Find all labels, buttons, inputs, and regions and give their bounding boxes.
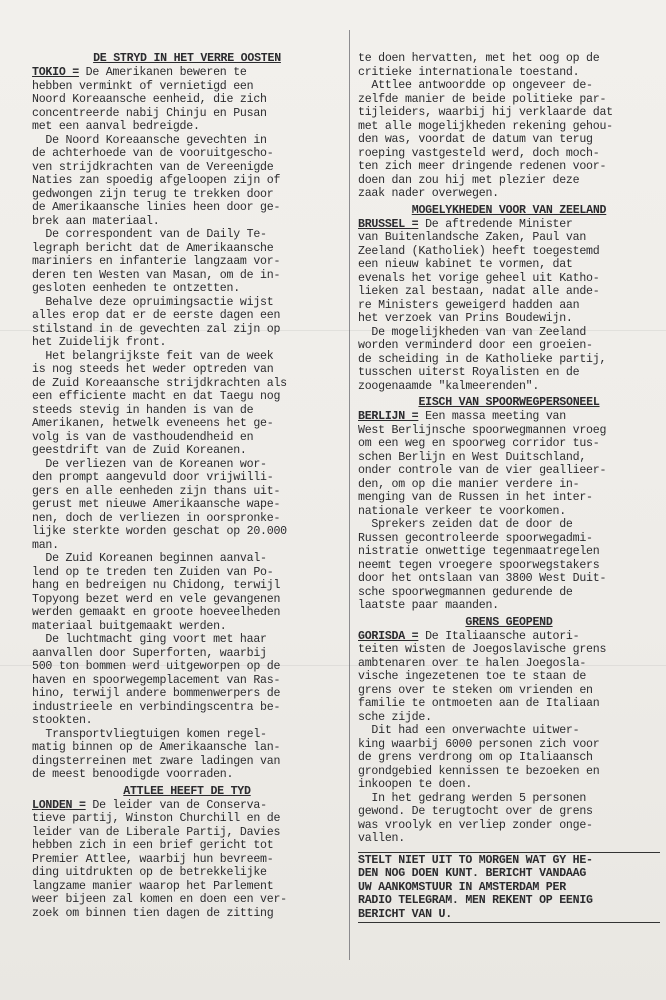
line-text: De Amerikanen beweren te (78, 66, 247, 79)
line-text: legraph bericht dat de Amerikaansche (32, 241, 274, 255)
text-line (358, 505, 660, 519)
line-text: Het belangrijkste feit van de week (32, 349, 274, 363)
text-line (358, 778, 660, 792)
text-line (32, 107, 342, 121)
line-text: De Zuid Koreanen beginnen aanval- (32, 552, 267, 565)
text-line (32, 728, 342, 742)
line-text: De Italiaansche autori- (418, 629, 580, 643)
text-line (358, 147, 660, 161)
text-line (358, 792, 660, 806)
text-line (358, 451, 660, 465)
line-text: worden verminderd door een groeien- (358, 339, 593, 352)
text-line (32, 812, 342, 826)
text-line (358, 424, 660, 438)
text-line (32, 66, 342, 80)
text-line (32, 215, 342, 229)
text-line (358, 380, 660, 394)
text-line (32, 350, 342, 364)
text-line (32, 269, 342, 283)
text-line (32, 147, 342, 161)
dateline: LONDEN = (32, 798, 86, 812)
text-line (32, 893, 342, 907)
text-line (32, 826, 342, 840)
line-text: gerust met nieuwe Amerikaansche wape- (32, 498, 281, 511)
text-line (32, 552, 342, 566)
line-text: inkoopen te doen. (358, 778, 473, 791)
line-text: steeds stevig in handen is van de (32, 403, 254, 417)
text-line (32, 647, 342, 661)
line-text: leider van de Liberale Partij, Davies (32, 825, 281, 839)
line-text: langzame manier waarop het Parlement (32, 879, 274, 893)
text-line (358, 285, 660, 299)
text-line (32, 188, 342, 202)
text-line (32, 907, 342, 921)
section-heading: ATTLEE HEEFT DE TYD (123, 784, 251, 798)
notice-line: DEN NOG DOEN KUNT. BERICHT VANDAAG (358, 867, 587, 880)
section-heading: MOGELYKHEDEN VOOR VAN ZEELAND (411, 203, 607, 217)
line-text: is nog steeds het weder optreden van (32, 363, 274, 376)
text-line (358, 231, 660, 245)
text-line (32, 134, 342, 148)
text-line (32, 404, 342, 418)
column-divider (349, 30, 350, 960)
text-line (32, 755, 342, 769)
text-line (358, 339, 660, 353)
text-line (358, 738, 660, 752)
notice-line: BERICHT VAN U. (358, 907, 452, 921)
text-line (32, 741, 342, 755)
line-text: De aftredende Minister (418, 217, 573, 231)
line-text: met alle mogelijkheden rekening gehou- (358, 119, 613, 133)
line-text: door het ontslaan van 3800 West Duit- (358, 572, 607, 585)
text-line (32, 606, 342, 620)
line-text: vallen. (358, 832, 405, 845)
line-text: De Noord Koreaansche gevechten in (32, 133, 267, 147)
line-text: nen, doch de verliezen in oorspronke- (32, 511, 281, 525)
text-line (32, 660, 342, 674)
text-line (358, 545, 660, 559)
text-line (358, 670, 660, 684)
text-line (358, 765, 660, 779)
line-text: 500 ton bommen werd uitgeworpen op de (32, 660, 281, 673)
text-line (358, 711, 660, 725)
dateline: BERLIJN = (358, 410, 419, 423)
dateline: BRUSSEL = (358, 217, 419, 231)
line-text: het verzoek van Prins Boudewijn. (358, 312, 573, 325)
line-text: de achterhoede van de vooruitgescho- (32, 147, 274, 160)
text-line (358, 160, 660, 174)
line-text: hang en bedreigen nu Chidong, terwijl (32, 579, 281, 592)
line-text: man. (32, 538, 59, 552)
text-line (358, 326, 660, 340)
line-text: deren ten Westen van Masan, om de in- (32, 268, 281, 282)
line-text: hebben verminkt of vernietigd een (32, 79, 254, 93)
text-line (358, 805, 660, 819)
text-line (358, 353, 660, 367)
text-line (358, 120, 660, 134)
text-line (32, 431, 342, 445)
line-text: tusschen uiterst Royalisten en de (358, 366, 580, 379)
line-text: hebben zich in een brief gericht tot (32, 839, 274, 852)
line-text: ding uitdrukten op de betrekkelijke (32, 866, 267, 879)
text-line (32, 674, 342, 688)
line-text: laatste paar maanden. (358, 599, 499, 612)
text-line (32, 282, 342, 296)
text-line (358, 643, 660, 657)
text-line (358, 187, 660, 201)
text-line (32, 880, 342, 894)
text-line (32, 458, 342, 472)
line-text: lijke sterkte worden geschat op 20.000 (32, 525, 287, 538)
line-text: zoogenaamde "kalmeerenden". (358, 379, 540, 393)
line-text: de Zuid Koreaansche strijdkrachten als (32, 376, 287, 390)
notice-line: RADIO TELEGRAM. MEN REKENT OP EENIG (358, 894, 593, 907)
line-text: gesloten eenheden te ontzetten. (32, 282, 240, 295)
line-text: zelfde manier de beide politieke par- (358, 92, 607, 106)
line-text: een efficiente macht en dat Taegu nog (32, 390, 281, 403)
text-line (358, 478, 660, 492)
text-line (32, 539, 342, 553)
text-line (32, 866, 342, 880)
text-line (358, 819, 660, 833)
line-text: brek aan materiaal. (32, 214, 160, 228)
text-line (358, 366, 660, 380)
text-line (32, 579, 342, 593)
text-line (32, 228, 342, 242)
text-line (358, 272, 660, 286)
text-line (32, 593, 342, 607)
text-line (358, 437, 660, 451)
text-line (358, 657, 660, 671)
notice-line: UW AANKOMSTUUR IN AMSTERDAM PER (358, 880, 566, 894)
text-line (32, 201, 342, 215)
line-text: van Buitenlandsche Zaken, Paul van (358, 231, 587, 244)
text-line (32, 336, 342, 350)
line-text: tieve partij, Winston Churchill en de (32, 812, 281, 825)
text-line (358, 106, 660, 120)
notice-box (358, 852, 660, 924)
line-text: den prompt aangevuld door vrijwilli- (32, 471, 274, 484)
text-line (32, 390, 342, 404)
text-line (32, 633, 342, 647)
line-text: grondgebied kennissen te bezoeken en (358, 764, 600, 778)
line-text: Dit had een onverwachte uitwer- (358, 724, 580, 737)
text-line (32, 444, 342, 458)
text-line (358, 586, 660, 600)
text-line (358, 724, 660, 738)
line-text: een nieuw kabinet te vormen, dat (358, 258, 573, 271)
line-text: den was, voordat de datum van terug (358, 133, 593, 146)
line-text: sche spoorwegmannen gedurende de (358, 585, 573, 599)
text-line (32, 525, 342, 539)
line-text: industrieele en verbindingscentra be- (32, 700, 281, 714)
text-line (358, 218, 660, 232)
line-text: mariniers en infanterie langzaam vor- (32, 255, 281, 268)
line-text: om een weg en spoorweg corridor tus- (358, 437, 600, 450)
section-heading: EISCH VAN SPOORWEGPERSONEEL (418, 396, 600, 409)
text-line (358, 312, 660, 326)
line-text: grens over te steken om vrienden en (358, 683, 593, 697)
line-text: vische ingezetenen toe te staan de (358, 670, 587, 683)
line-text: concentreerde nabij Chinju en Pusan (32, 106, 267, 120)
line-text: gedwongen zijn terug te trekken door (32, 187, 274, 201)
line-text: In het gedrang werden 5 personen (358, 791, 587, 805)
line-text: familie te ontmoeten aan de Italiaan (358, 697, 600, 710)
line-text: king waarbij 6000 personen zich voor (358, 737, 600, 751)
text-line (358, 245, 660, 259)
text-line (358, 630, 660, 644)
line-text: alles erop dat er de eerste dagen een (32, 309, 281, 322)
text-line (32, 120, 342, 134)
text-line (32, 471, 342, 485)
right-column-text (358, 52, 660, 846)
text-line (32, 620, 342, 634)
text-line (358, 599, 660, 613)
line-text: de scheiding in de Katholieke partij, (358, 352, 607, 366)
dateline: GORISDA = (358, 629, 419, 643)
line-text: matig binnen op de Amerikaansche lan- (32, 741, 281, 754)
line-text: Zeeland (Katholiek) heeft toegestemd (358, 244, 600, 258)
section-heading: DE STRYD IN HET VERRE OOSTEN (93, 52, 281, 65)
line-text: te doen hervatten, met het oog op de (358, 52, 600, 65)
line-text: werden gemaakt en groote hoeveelheden (32, 606, 281, 619)
line-text: dingsterreinen met zware ladingen van (32, 754, 281, 768)
line-text: stookten. (32, 714, 93, 727)
line-text: schen Berlijn en West Duitschland, (358, 450, 587, 464)
line-text: Russen gecontroleerde spoorwegadmi- (358, 531, 593, 545)
text-line (358, 697, 660, 711)
line-text: sche zijde. (358, 710, 432, 724)
text-line (32, 93, 342, 107)
line-text: haven en spoorwegemplacement van Ras- (32, 673, 281, 687)
line-text: menging van de Russen in het inter- (358, 491, 593, 504)
text-line (32, 701, 342, 715)
text-line (32, 174, 342, 188)
text-line (32, 242, 342, 256)
line-text: weer bijeen zal komen en doen een ver- (32, 893, 287, 906)
line-text: ambtenaren over te halen Joegosla- (358, 656, 587, 670)
text-line (32, 485, 342, 499)
line-text: Een massa meeting van (418, 410, 566, 423)
text-line (358, 52, 660, 66)
line-text: Amerikanen, hetwelk eveneens het ge- (32, 417, 274, 430)
line-text: critieke internationale toestand. (358, 65, 580, 79)
line-text: zoek om binnen tien dagen de zitting (32, 906, 274, 920)
line-text: lend op te treden ten Zuiden van Po- (32, 565, 274, 579)
line-text: evenals het vorige geheel uit Katho- (358, 271, 600, 285)
text-line (358, 258, 660, 272)
line-text: West Berlijnsche spoorwegmannen vroeg (358, 423, 607, 437)
text-line (32, 323, 342, 337)
line-text: Transportvliegtuigen komen regel- (32, 727, 267, 741)
text-line (32, 161, 342, 175)
text-line (358, 464, 660, 478)
line-text: geestdrift van de Zuid Koreanen. (32, 444, 247, 457)
line-text: Sprekers zeiden dat de door de (358, 518, 573, 531)
line-text: den, om op die manier verdere in- (358, 477, 580, 491)
text-line (358, 299, 660, 313)
line-text: Attlee antwoordde op ongeveer de- (358, 79, 593, 92)
line-text: ven strijdkrachten van de Vereenigde (32, 160, 274, 174)
line-text: gewond. De terugtocht over de grens (358, 805, 593, 818)
line-text: Behalve deze opruimingsactie wijst (32, 295, 274, 309)
line-text: aanvallen door Superforten, waarbij (32, 646, 267, 660)
line-text: De mogelijkheden van van Zeeland (358, 325, 587, 339)
text-line (32, 377, 342, 391)
text-line (32, 687, 342, 701)
line-text: Naties zan spoedig afgeloopen zijn of (32, 174, 281, 187)
text-line (32, 512, 342, 526)
line-text: was vroolyk en verliep zonder onge- (358, 818, 593, 832)
text-line (358, 410, 660, 424)
line-text: het Zuidelijk front. (32, 336, 167, 349)
line-text: met een aanval bedreigde. (32, 120, 200, 133)
text-line (32, 839, 342, 853)
text-line (358, 133, 660, 147)
line-text: de grens verdrong om op Italiaansch (358, 751, 593, 764)
text-line (358, 79, 660, 93)
line-text: roeping vastgesteld werd, doch moch- (358, 146, 600, 160)
line-text: onder controle van de vier geallieer- (358, 464, 607, 477)
text-line (358, 93, 660, 107)
line-text: neemt tegen vroegere spoorwegstakers (358, 558, 600, 572)
text-line (358, 832, 660, 846)
line-text: volg is van de vasthoudendheid en (32, 430, 254, 444)
text-line (358, 491, 660, 505)
right-column (358, 52, 660, 923)
line-text: Topyong bezet werd en vele gevangenen (32, 592, 281, 606)
line-text: gers en alle eenheden zijn thans uit- (32, 484, 281, 498)
text-line (358, 518, 660, 532)
line-text: stilstand in de gevechten zal zijn op (32, 322, 281, 336)
text-line (32, 566, 342, 580)
line-text: de Amerikaansche linies heen door ge- (32, 201, 281, 214)
line-text: tijleiders, waarbij hij verklaarde dat (358, 106, 613, 119)
line-text: doen dan zou hij met plezier deze (358, 173, 580, 187)
text-line (358, 174, 660, 188)
notice-line: STELT NIET UIT TO MORGEN WAT GY HE- (358, 853, 593, 867)
line-text: ten zich meer dringende redenen voor- (358, 160, 607, 173)
text-line (358, 751, 660, 765)
line-text: hino, terwijl andere bommenwerpers de (32, 687, 281, 700)
text-line (32, 363, 342, 377)
text-line (358, 572, 660, 586)
line-text: re Ministers geweigerd hadden aan (358, 298, 580, 312)
text-line (358, 66, 660, 80)
left-column (32, 52, 342, 920)
text-line (32, 853, 342, 867)
line-text: de meest benoodigde voorraden. (32, 768, 234, 781)
text-line (32, 309, 342, 323)
text-line (32, 296, 342, 310)
line-text: De leider van de Conserva- (85, 798, 267, 812)
text-line (32, 768, 342, 782)
line-text: Premier Attlee, waarbij hun bevreem- (32, 852, 274, 866)
line-text: nistratie onwettige tegenmaatregelen (358, 545, 600, 558)
line-text: lieken zal bestaan, nadat alle ande- (358, 285, 600, 298)
line-text: De verliezen van de Koreanen wor- (32, 457, 267, 471)
line-text: materiaal buitgemaakt werden. (32, 619, 227, 633)
text-line (32, 417, 342, 431)
text-line (32, 799, 342, 813)
section-heading: GRENS GEOPEND (465, 615, 553, 629)
text-line (358, 532, 660, 546)
text-line (32, 714, 342, 728)
text-line (32, 255, 342, 269)
text-line (358, 684, 660, 698)
line-text: De correspondent van de Daily Te- (32, 228, 267, 241)
line-text: De luchtmacht ging voort met haar (32, 633, 267, 646)
line-text: Noord Koreaansche eenheid, die zich (32, 93, 267, 106)
text-line (358, 559, 660, 573)
line-text: nationale verkeer te voorkomen. (358, 504, 566, 518)
text-line (32, 80, 342, 94)
dateline: TOKIO = (32, 66, 79, 79)
line-text: teiten wisten de Joegoslavische grens (358, 643, 607, 656)
line-text: zaak nader overwegen. (358, 187, 499, 200)
text-line (32, 498, 342, 512)
